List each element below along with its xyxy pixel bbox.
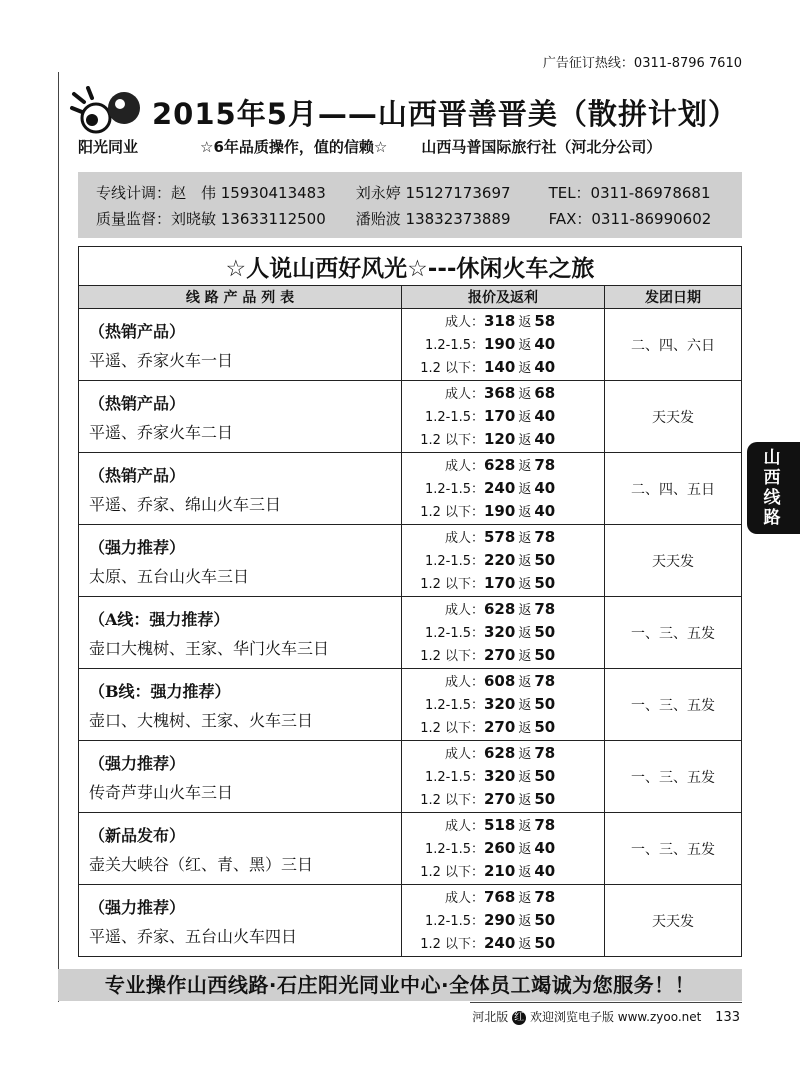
price-label: 成人： — [444, 891, 484, 906]
price-line — [402, 598, 604, 621]
departure-date: 一、三、五发 — [605, 597, 742, 669]
table-row — [79, 669, 742, 741]
price-label: 1.2-1.5： — [424, 842, 484, 857]
return-label: 返 — [518, 459, 532, 474]
price-line — [402, 886, 604, 909]
contact-box — [78, 172, 742, 238]
price-cell — [402, 669, 605, 741]
departure-date: 一、三、五发 — [605, 741, 742, 813]
route-cell — [79, 669, 402, 741]
price-label: 成人： — [444, 531, 484, 546]
route-cell — [79, 741, 402, 813]
logo-text: 阳光同业 — [78, 138, 139, 156]
price-line — [402, 788, 604, 811]
return-value: 40 — [534, 335, 556, 353]
return-value: 50 — [534, 574, 556, 592]
section-tab-label: 山西线路 — [763, 448, 781, 528]
price-value: 240 — [484, 479, 516, 497]
price-value: 270 — [484, 790, 516, 808]
return-label: 返 — [518, 482, 532, 497]
price-line — [402, 549, 604, 572]
price-value: 628 — [484, 744, 516, 762]
price-value: 320 — [484, 767, 516, 785]
price-value: 190 — [484, 335, 516, 353]
slogan: ☆6年品质操作，值的信赖☆ — [200, 138, 388, 156]
page-number: 133 — [715, 1010, 740, 1025]
price-label: 1.2 以下： — [420, 433, 484, 448]
price-label: 1.2-1.5： — [424, 410, 484, 425]
page-title: 2015年5月——山西晋善晋美（散拼计划） — [152, 97, 738, 131]
contact-item: TEL：0311-86978681 — [548, 184, 711, 202]
contact-item: FAX：0311-86990602 — [548, 210, 712, 228]
route-tag: （热销产品） — [89, 465, 186, 485]
price-value: 220 — [484, 551, 516, 569]
return-label: 返 — [518, 361, 532, 376]
return-label: 返 — [518, 577, 532, 592]
return-label: 返 — [518, 914, 532, 929]
table-row — [79, 597, 742, 669]
return-value: 40 — [534, 839, 556, 857]
return-label: 返 — [518, 626, 532, 641]
header-route-list: 线 路 产 品 列 表 — [79, 286, 402, 309]
route-name: 壶口、大槐树、王家、火车三日 — [89, 710, 314, 730]
section-tab[interactable] — [747, 442, 800, 534]
return-value: 68 — [534, 384, 556, 402]
route-tag: （强力推荐） — [89, 897, 186, 917]
price-line — [402, 909, 604, 932]
departure-date: 天天发 — [605, 381, 742, 453]
route-tag: （热销产品） — [89, 321, 186, 341]
price-value: 170 — [484, 407, 516, 425]
price-value: 320 — [484, 623, 516, 641]
price-line — [402, 500, 604, 523]
price-value: 368 — [484, 384, 516, 402]
return-value: 78 — [534, 744, 556, 762]
return-value: 40 — [534, 430, 556, 448]
return-label: 返 — [518, 315, 532, 330]
price-line — [402, 310, 604, 333]
route-tag: （A线：强力推荐） — [89, 609, 230, 629]
price-value: 140 — [484, 358, 516, 376]
price-label: 1.2 以下： — [420, 649, 484, 664]
price-label: 成人： — [444, 315, 484, 330]
table-row — [79, 381, 742, 453]
edition-label: 河北版 — [472, 1010, 509, 1024]
price-value: 210 — [484, 862, 516, 880]
return-label: 返 — [518, 819, 532, 834]
price-line — [402, 333, 604, 356]
price-line — [402, 454, 604, 477]
price-value: 578 — [484, 528, 516, 546]
price-line — [402, 477, 604, 500]
price-label: 成人： — [444, 459, 484, 474]
table-row — [79, 885, 742, 957]
return-label: 返 — [518, 675, 532, 690]
price-line — [402, 428, 604, 451]
site-link[interactable]: www.zyoo.net — [617, 1010, 702, 1024]
table-row — [79, 309, 742, 381]
route-name: 平遥、乔家火车一日 — [89, 350, 234, 370]
price-label: 成人： — [444, 603, 484, 618]
price-label: 1.2 以下： — [420, 361, 484, 376]
price-label: 1.2-1.5： — [424, 698, 484, 713]
route-cell — [79, 381, 402, 453]
price-value: 290 — [484, 911, 516, 929]
price-label: 1.2-1.5： — [424, 338, 484, 353]
return-label: 返 — [518, 603, 532, 618]
contact-item: 刘永婷 15127173697 — [355, 184, 511, 202]
contact-item: 专线计调：赵 伟 15930413483 — [96, 184, 326, 202]
route-cell — [79, 453, 402, 525]
table-row — [79, 453, 742, 525]
route-tag: （热销产品） — [89, 393, 186, 413]
price-label: 成人： — [444, 747, 484, 762]
price-value: 318 — [484, 312, 516, 330]
route-cell — [79, 309, 402, 381]
price-label: 1.2-1.5： — [424, 770, 484, 785]
return-value: 50 — [534, 911, 556, 929]
return-label: 返 — [518, 505, 532, 520]
return-value: 50 — [534, 934, 556, 952]
price-line — [402, 837, 604, 860]
return-label: 返 — [518, 770, 532, 785]
return-value: 50 — [534, 767, 556, 785]
price-value: 768 — [484, 888, 516, 906]
return-value: 78 — [534, 600, 556, 618]
return-label: 返 — [518, 842, 532, 857]
return-value: 50 — [534, 646, 556, 664]
return-label: 返 — [518, 410, 532, 425]
return-label: 返 — [518, 554, 532, 569]
return-label: 返 — [518, 338, 532, 353]
return-label: 返 — [518, 937, 532, 952]
return-value: 50 — [534, 551, 556, 569]
price-line — [402, 382, 604, 405]
departure-date: 一、三、五发 — [605, 669, 742, 741]
route-tag: （B线：强力推荐） — [89, 681, 231, 701]
departure-date: 二、四、五日 — [605, 453, 742, 525]
route-name: 太原、五台山火车三日 — [89, 566, 250, 586]
table-row — [79, 525, 742, 597]
price-label: 1.2-1.5： — [424, 626, 484, 641]
return-value: 40 — [534, 407, 556, 425]
return-value: 50 — [534, 718, 556, 736]
price-value: 518 — [484, 816, 516, 834]
price-value: 320 — [484, 695, 516, 713]
price-line — [402, 742, 604, 765]
return-value: 40 — [534, 502, 556, 520]
price-value: 608 — [484, 672, 516, 690]
welcome-text: 欢迎浏览电子版 — [529, 1010, 614, 1024]
return-label: 返 — [518, 865, 532, 880]
return-label: 返 — [518, 721, 532, 736]
price-cell — [402, 741, 605, 813]
route-tag: （新品发布） — [89, 825, 186, 845]
price-cell — [402, 597, 605, 669]
return-label: 返 — [518, 698, 532, 713]
price-line — [402, 932, 604, 955]
footer-banner: 专业操作山西线路·石庄阳光同业中心·全体员工竭诚为您服务！！ — [58, 969, 742, 1001]
price-label: 1.2 以下： — [420, 793, 484, 808]
route-name: 壶口大槐树、王家、华门火车三日 — [89, 638, 330, 658]
price-value: 628 — [484, 600, 516, 618]
return-value: 40 — [534, 862, 556, 880]
price-line — [402, 526, 604, 549]
price-label: 1.2 以下： — [420, 937, 484, 952]
bottom-rule — [470, 1002, 742, 1003]
return-value: 50 — [534, 695, 556, 713]
price-value: 270 — [484, 646, 516, 664]
price-label: 成人： — [444, 387, 484, 402]
price-value: 270 — [484, 718, 516, 736]
departure-date: 天天发 — [605, 525, 742, 597]
departure-date: 二、四、六日 — [605, 309, 742, 381]
page-info — [472, 1008, 740, 1025]
price-label: 1.2-1.5： — [424, 554, 484, 569]
edition-badge: 红 — [514, 1011, 525, 1023]
route-name: 平遥、乔家、绵山火车三日 — [89, 494, 282, 514]
price-cell — [402, 381, 605, 453]
price-value: 120 — [484, 430, 516, 448]
route-cell — [79, 813, 402, 885]
price-label: 1.2-1.5： — [424, 914, 484, 929]
return-label: 返 — [518, 387, 532, 402]
return-label: 返 — [518, 649, 532, 664]
route-cell — [79, 597, 402, 669]
route-name: 传奇芦芽山火车三日 — [89, 782, 234, 802]
price-line — [402, 621, 604, 644]
header-price: 报价及返利 — [402, 286, 605, 309]
price-value: 190 — [484, 502, 516, 520]
price-cell — [402, 309, 605, 381]
route-cell — [79, 885, 402, 957]
price-value: 260 — [484, 839, 516, 857]
price-line — [402, 860, 604, 883]
price-cell — [402, 885, 605, 957]
route-name: 平遥、乔家、五台山火车四日 — [89, 926, 298, 946]
contact-item: 质量监督：刘晓敏 13633112500 — [96, 210, 326, 228]
price-label: 1.2 以下： — [420, 721, 484, 736]
header-departure: 发团日期 — [605, 286, 742, 309]
contact-item: 潘贻波 13832373889 — [355, 210, 511, 228]
return-label: 返 — [518, 433, 532, 448]
ad-hotline: 广告征订热线：0311-8796 7610 — [542, 56, 742, 71]
price-value: 240 — [484, 934, 516, 952]
return-label: 返 — [518, 531, 532, 546]
price-value: 170 — [484, 574, 516, 592]
price-cell — [402, 453, 605, 525]
frame-left-border — [58, 72, 59, 1002]
price-line — [402, 814, 604, 837]
return-value: 50 — [534, 790, 556, 808]
return-value: 40 — [534, 358, 556, 376]
price-value: 628 — [484, 456, 516, 474]
price-line — [402, 716, 604, 739]
return-value: 78 — [534, 528, 556, 546]
return-value: 50 — [534, 623, 556, 641]
return-value: 78 — [534, 456, 556, 474]
departure-date: 一、三、五发 — [605, 813, 742, 885]
price-label: 成人： — [444, 675, 484, 690]
price-line — [402, 693, 604, 716]
price-cell — [402, 813, 605, 885]
price-line — [402, 356, 604, 379]
price-label: 1.2 以下： — [420, 865, 484, 880]
route-name: 壶关大峡谷（红、青、黑）三日 — [89, 854, 314, 874]
price-cell — [402, 525, 605, 597]
route-table — [78, 246, 742, 957]
route-tag: （强力推荐） — [89, 537, 186, 557]
departure-date: 天天发 — [605, 885, 742, 957]
agency-name: 山西马普国际旅行社（河北分公司） — [421, 138, 662, 156]
price-line — [402, 670, 604, 693]
return-label: 返 — [518, 747, 532, 762]
return-value: 58 — [534, 312, 556, 330]
price-line — [402, 644, 604, 667]
contact-row — [96, 208, 711, 229]
table-title: ☆人说山西好风光☆---休闲火车之旅 — [79, 247, 742, 286]
subtitle — [200, 136, 661, 157]
return-value: 78 — [534, 816, 556, 834]
price-line — [402, 572, 604, 595]
table-row — [79, 741, 742, 813]
contact-row — [96, 182, 711, 203]
return-value: 78 — [534, 888, 556, 906]
price-line — [402, 765, 604, 788]
price-line — [402, 405, 604, 428]
return-value: 78 — [534, 672, 556, 690]
price-label: 1.2 以下： — [420, 577, 484, 592]
route-cell — [79, 525, 402, 597]
return-value: 40 — [534, 479, 556, 497]
return-label: 返 — [518, 793, 532, 808]
price-label: 成人： — [444, 819, 484, 834]
price-label: 1.2-1.5： — [424, 482, 484, 497]
price-label: 1.2 以下： — [420, 505, 484, 520]
table-row — [79, 813, 742, 885]
return-label: 返 — [518, 891, 532, 906]
route-tag: （强力推荐） — [89, 753, 186, 773]
route-name: 平遥、乔家火车二日 — [89, 422, 234, 442]
